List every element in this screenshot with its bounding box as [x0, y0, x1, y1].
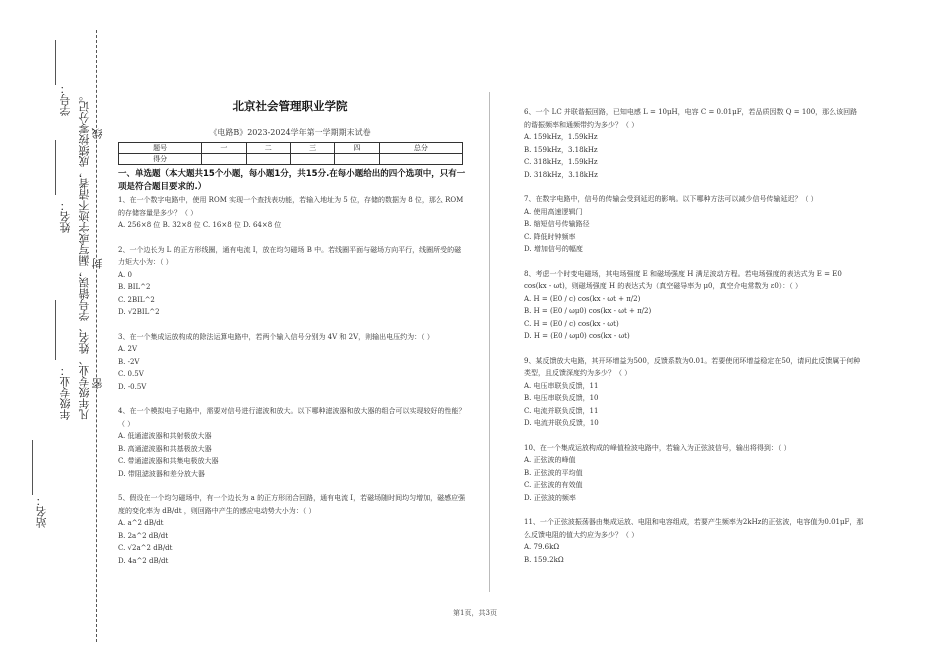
question-option: A. a^2 dB/dt: [118, 519, 164, 527]
question-stem: 4、在一个模拟电子电路中，需要对信号进行滤波和放大。以下哪种滤波器和放大器的组合可以实现较好的性能？（ ）: [118, 407, 466, 428]
question-option: A. H = (E0 / c) cos(kx - ωt + π/2): [524, 294, 641, 303]
question-option: A. 电压串联负反馈，11: [524, 381, 599, 390]
question-item: [118, 492, 468, 567]
binding-notice: 凡年级专业、姓名、学号错误，漏写或字迹不清者，成绩按零分记。: [78, 90, 91, 420]
question-option: B. 缩短信号传输路径: [524, 220, 590, 228]
score-cell: 二: [246, 143, 290, 154]
question-option: A. 2V: [118, 345, 138, 353]
question-item: [118, 331, 468, 394]
name-underline: [55, 140, 56, 195]
question-stem: 2、一个边长为 L 的正方形线圈，通有电流 I，放在均匀磁场 B 中。若线圈平面与磁场方向平行，线圈所受的磁力矩大小为：（ ）: [118, 245, 462, 266]
question-stem: 9、某反馈放大电路，其开环增益为500，反馈系数为0.01。若要使闭环增益稳定在50，请问此反馈属于何种类型，且反馈深度约为多少？（ ）: [524, 356, 861, 377]
school-title: 北京社会管理职业学院: [232, 99, 348, 113]
question-option: D. 电流并联负反馈，10: [524, 419, 599, 427]
binding-xian: 线: [91, 128, 104, 139]
question-stem: 6、一个 LC 并联谐振回路，已知电感 L = 10μH，电容 C = 0.01μF，若品质因数 Q = 100，那么该回路的谐振频率和通频带约为多少？（ ）: [524, 108, 858, 129]
question-option: A. 正弦波的峰值: [524, 456, 576, 464]
score-table-header-row: [119, 143, 463, 154]
question-option: A. 159kHz，1.59kHz: [524, 133, 598, 141]
exam-subtitle: 《电路B》2023-2024学年第一学期期末试卷: [209, 128, 371, 137]
student-id-label: 学号：: [59, 83, 72, 116]
binding-feng: 封: [91, 258, 104, 269]
question-option: B. 正弦波的平均值: [524, 468, 583, 477]
question-option: A. 256×8 位 B. 32×8 位 C. 16×8 位 D. 64×8 位: [118, 221, 282, 229]
question-option: A. 79.6kΩ: [524, 543, 560, 551]
question-option: B. -2V: [118, 357, 140, 366]
question-option: C. 318kHz，1.59kHz: [524, 158, 598, 166]
question-option: C. √2a^2 dB/dt: [118, 544, 173, 552]
question-stem: 7、在数字电路中，信号的传输会受到延迟的影响。以下哪种方法可以减少信号传输延迟？（ ）: [524, 195, 818, 203]
question-item: [118, 244, 468, 319]
question-option: A. 0: [118, 270, 132, 279]
question-stem: 11、一个正弦波振荡器由集成运放、电阻和电容组成，若要产生频率为2kHz的正弦波，电容值为0.01μF，那么反馈电阻的值大约应为多少？（ ）: [524, 518, 864, 539]
binding-mi: 密: [91, 378, 104, 389]
name-label: 姓名：: [59, 200, 72, 233]
column-divider: [489, 92, 490, 592]
question-option: D. √2BIL^2: [118, 308, 160, 316]
question-option: C. 2BIL^2: [118, 295, 155, 304]
question-option: C. 正弦波的有效值: [524, 481, 583, 489]
question-option: C. 降低时钟频率: [524, 232, 576, 241]
question-option: B. 电压串联负反馈，10: [524, 394, 599, 402]
question-item: [118, 194, 468, 232]
question-stem: 10、在一个集成运放构成的峰值检波电路中，若输入为正弦波信号，输出将得到：（ ）: [524, 443, 791, 452]
question-option: C. H = (E0 / c) cos(kx - ωt): [524, 319, 619, 328]
question-option: A. 使用高速逻辑门: [524, 207, 583, 216]
question-option: B. 159.2kΩ: [524, 555, 564, 564]
page-footer: 第1页，共3页: [453, 609, 497, 617]
score-blank: [202, 154, 246, 165]
score-blank: [290, 154, 334, 165]
question-item: [524, 442, 864, 505]
station-label: 站名：: [35, 495, 48, 528]
question-stem: 5、假设在一个均匀磁场中，有一个边长为 a 的正方形闭合回路，通有电流 I，若磁场随时间均匀增加，磁感应强度的变化率为 dB/dt ，则回路中产生的感应电动势大小为：（ ）: [118, 494, 466, 515]
question-item: [524, 355, 864, 430]
score-blank: [335, 154, 379, 165]
score-table: [118, 142, 463, 165]
score-cell: 得分: [119, 154, 202, 165]
question-item: [524, 106, 864, 181]
score-cell: 题号: [119, 143, 202, 154]
question-option: D. H = (E0 / ωμ0) cos(kx - ωt): [524, 332, 630, 340]
question-stem: 8、考虑一个时变电磁场，其电场强度 E 和磁场强度 H 满足波动方程。若电场强度的表达式为 E = E0 cos(kx - ωt)，则磁场强度 H 的表达式为（真空磁导率为 μ0，真空介电常数为 ε0）：（ ）: [524, 269, 842, 290]
question-option: D. 增加信号的幅度: [524, 245, 583, 253]
right-question-list: [524, 106, 864, 566]
right-column: [524, 106, 864, 578]
question-option: B. 2a^2 dB/dt: [118, 531, 169, 540]
question-item: [524, 516, 864, 566]
score-cell: 一: [202, 143, 246, 154]
left-column: [118, 168, 468, 579]
question-item: [524, 268, 864, 343]
binding-dashed-line: [96, 30, 97, 642]
question-item: [524, 193, 864, 256]
question-option: B. 高通滤波器和共基极放大器: [118, 444, 212, 453]
question-option: D. 318kHz，3.18kHz: [524, 170, 598, 179]
score-cell: 四: [335, 143, 379, 154]
question-option: C. 0.5V: [118, 370, 144, 378]
left-question-list: [118, 194, 468, 567]
question-option: B. H = (E0 / ωμ0) cos(kx - ωt + π/2): [524, 307, 652, 315]
question-option: C. 电流并联负反馈，11: [524, 406, 599, 415]
question-option: B. 159kHz，3.18kHz: [524, 145, 598, 154]
score-blank: [246, 154, 290, 165]
score-cell: 总分: [379, 143, 462, 154]
question-option: A. 低通滤波器和共射极放大器: [118, 432, 212, 440]
major-underline: [55, 300, 56, 360]
question-option: C. 带通滤波器和共集电极放大器: [118, 457, 219, 465]
score-cell: 三: [290, 143, 334, 154]
score-blank: [379, 154, 462, 165]
question-option: D. -0.5V: [118, 382, 147, 391]
score-table-score-row: [119, 154, 463, 165]
question-option: D. 4a^2 dB/dt: [118, 556, 169, 565]
question-option: B. BIL^2: [118, 283, 151, 291]
question-stem: 1、在一个数字电路中，使用 ROM 实现一个查找表功能，若输入地址为 5 位，存储的数据为 8 位，那么 ROM 的存储容量是多少？（ ）: [118, 196, 464, 217]
question-option: D. 正弦波的频率: [524, 493, 576, 502]
question-stem: 3、在一个集成运放构成的除法运算电路中，若两个输入信号分别为 4V 和 2V，则输出电压约为：（ ）: [118, 332, 434, 341]
section-heading: 一、单选题（本大题共15个小题，每小题1分，共15分.在每小题给出的四个选项中，只有一项是符合题目要求的.）: [118, 169, 466, 192]
major-label: 年级专业：: [59, 365, 72, 420]
question-option: D. 带阻滤波器和差分放大器: [118, 469, 205, 478]
question-item: [118, 405, 468, 480]
student-id-underline: [55, 40, 56, 85]
station-underline: [32, 440, 33, 495]
